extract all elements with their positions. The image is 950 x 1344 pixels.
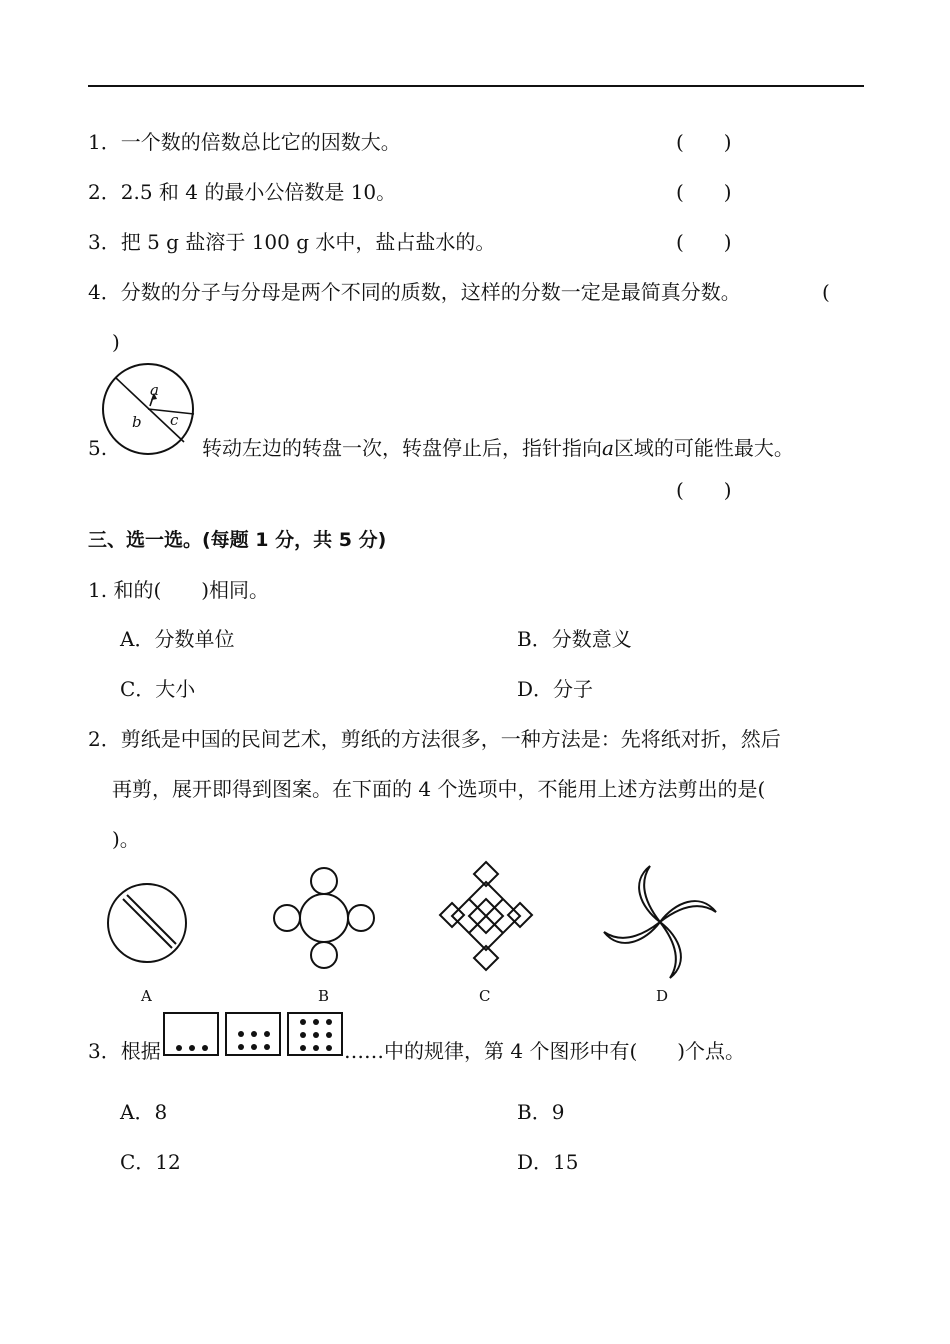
- item-text: 一个数的倍数总比它的因数大。: [120, 130, 401, 154]
- pattern-dot: [238, 1044, 244, 1050]
- answer-paren-4-open[interactable]: (: [822, 280, 830, 304]
- spinner-label-c: c: [170, 411, 179, 429]
- pattern-dot: [326, 1019, 332, 1025]
- papercut-figure-a[interactable]: [106, 882, 188, 964]
- answer-paren-3[interactable]: ( ): [676, 230, 732, 254]
- answer-paren-4-close[interactable]: ): [112, 330, 120, 354]
- item-number: 4．: [88, 280, 121, 304]
- dot-pattern-2: [225, 1012, 281, 1056]
- figure-label-b: B: [318, 987, 330, 1005]
- item-text: 分数的分子与分母是两个不同的质数，这样的分数一定是最简真分数。: [120, 280, 741, 304]
- section-heading: 三、选一选。(每题 1 分，共 5 分): [88, 529, 387, 551]
- top-rule: [88, 85, 864, 87]
- q2-stem-line1: 2．剪纸是中国的民间艺术，剪纸的方法很多，一种方法是：先将纸对折，然后: [88, 727, 781, 751]
- q1-option-c[interactable]: C．大小: [120, 677, 196, 701]
- spinner-label-b: b: [132, 413, 142, 431]
- answer-paren-2[interactable]: ( ): [676, 180, 732, 204]
- pattern-dot: [238, 1031, 244, 1037]
- item-text: 转动左边的转盘一次，转盘停止后，指针指向: [202, 436, 602, 460]
- q2-stem-line2: 再剪，展开即得到图案。在下面的 4 个选项中，不能用上述方法剪出的是(: [112, 777, 766, 801]
- q3-stem-prefix: 3．根据: [88, 1039, 161, 1063]
- pattern-dot: [326, 1032, 332, 1038]
- item-number: 1．: [88, 130, 121, 154]
- judge-item-4: [88, 280, 741, 304]
- judge-item-1: [88, 130, 401, 154]
- q3-option-d[interactable]: D．15: [517, 1150, 579, 1174]
- item-number: 2．: [88, 180, 121, 204]
- pattern-dot: [251, 1044, 257, 1050]
- pattern-dot: [313, 1019, 319, 1025]
- spinner-label-a: a: [150, 381, 159, 399]
- q2-stem-line3: )。: [112, 827, 140, 851]
- pattern-dot: [251, 1031, 257, 1037]
- pattern-dot: [300, 1019, 306, 1025]
- item-number: 3．: [88, 230, 121, 254]
- pattern-dot: [264, 1044, 270, 1050]
- pattern-dot: [264, 1031, 270, 1037]
- judge-item-3: [88, 230, 495, 254]
- item-text: 2.5 和 4 的最小公倍数是 10。: [120, 180, 397, 204]
- q1-stem: 1. 和的( )相同。: [88, 578, 270, 602]
- pattern-dot: [189, 1045, 195, 1051]
- judge-item-2: [88, 180, 396, 204]
- q1-option-a[interactable]: A．分数单位: [120, 627, 235, 651]
- item-variable: a: [602, 436, 614, 460]
- pattern-dot: [300, 1045, 306, 1051]
- dot-pattern-3: [287, 1012, 343, 1056]
- pattern-dot: [326, 1045, 332, 1051]
- papercut-figure-d[interactable]: [600, 862, 720, 982]
- q3-stem-suffix: ……中的规律，第 4 个图形中有( )个点。: [344, 1039, 746, 1063]
- dot-pattern-1: [163, 1012, 219, 1056]
- q1-option-d[interactable]: D．分子: [517, 677, 594, 701]
- pattern-dot: [300, 1032, 306, 1038]
- q1-option-b[interactable]: B．分数意义: [517, 627, 632, 651]
- q3-option-a[interactable]: A．8: [120, 1100, 168, 1124]
- answer-paren-1[interactable]: ( ): [676, 130, 732, 154]
- papercut-figure-c[interactable]: [438, 860, 534, 972]
- judge-item-5-number: 5.: [88, 436, 108, 460]
- q3-option-b[interactable]: B．9: [517, 1100, 565, 1124]
- item-text: 把 5 g 盐溶于 100 g 水中，盐占盐水的。: [120, 230, 496, 254]
- figure-label-c: C: [479, 987, 491, 1005]
- pattern-dot: [202, 1045, 208, 1051]
- papercut-figure-b[interactable]: [272, 866, 376, 970]
- pattern-dot: [176, 1045, 182, 1051]
- pattern-dot: [313, 1045, 319, 1051]
- pattern-dot: [313, 1032, 319, 1038]
- q3-option-c[interactable]: C．12: [120, 1150, 181, 1174]
- item-text-tail: 区域的可能性最大。: [613, 436, 794, 460]
- figure-label-a: A: [141, 987, 152, 1005]
- figure-label-d: D: [656, 987, 669, 1005]
- spinner-figure: [102, 362, 198, 458]
- judge-item-5: [202, 436, 794, 460]
- answer-paren-5[interactable]: ( ): [676, 478, 732, 502]
